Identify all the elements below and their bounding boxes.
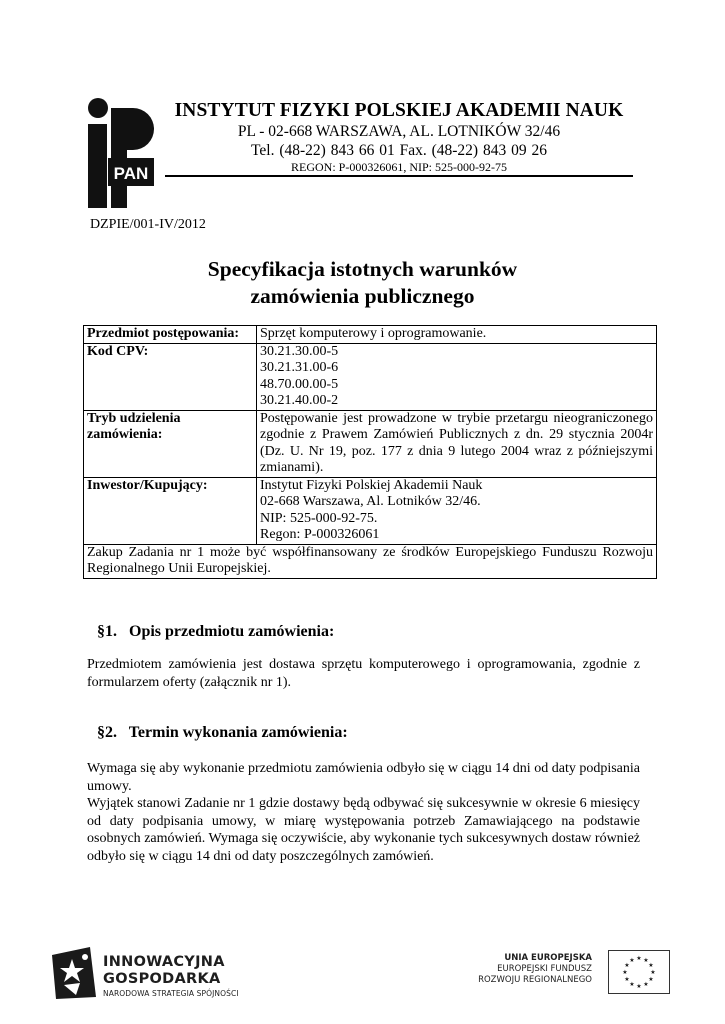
row-value <box>257 477 657 544</box>
header-divider <box>165 175 633 177</box>
paragraph: Wymaga się aby wykonanie przedmiotu zamówienia odbyło się w ciągu 14 dni od daty podpisania umowy. <box>87 761 640 794</box>
svg-text:★: ★ <box>636 955 642 962</box>
svg-text:★: ★ <box>636 983 642 990</box>
section-title: Opis przedmiotu zamówienia: <box>129 623 335 640</box>
info-table <box>83 325 657 579</box>
section-2-heading <box>97 724 348 742</box>
innovation-line-3: NARODOWA STRATEGIA SPÓJNOŚCI <box>103 989 239 998</box>
cpv-code: 30.21.40.00-2 <box>260 393 339 408</box>
title-line-1: Specyfikacja istotnych warunków <box>207 257 518 281</box>
section-number: §1. <box>97 623 117 640</box>
row-value <box>257 410 657 477</box>
eu-logo-text <box>440 953 592 986</box>
title-line-2: zamówienia publicznego <box>250 284 475 308</box>
svg-text:★: ★ <box>624 976 630 983</box>
svg-text:★: ★ <box>643 957 649 964</box>
row-value <box>257 326 657 344</box>
row-key: Przedmiot postępowania: <box>84 326 257 344</box>
eu-flag-icon <box>608 950 670 994</box>
svg-text:★: ★ <box>629 981 635 988</box>
svg-text:★: ★ <box>622 969 628 976</box>
innovation-line-1: INNOWACYJNA <box>103 954 225 970</box>
value-line: NIP: 525-000-92-75. <box>260 510 378 526</box>
section-number: §2. <box>97 724 117 741</box>
table-row <box>84 343 657 410</box>
eu-line-1: UNIA EUROPEJSKA <box>504 953 592 963</box>
value-line: Instytut Fizyki Polskiej Akademii Nauk <box>260 477 483 493</box>
institute-address: PL - 02-668 WARSZAWA, AL. LOTNIKÓW 32/46 <box>237 123 561 140</box>
institute-regon-nip: REGON: P-000326061, NIP: 525-000-92-75 <box>291 160 507 174</box>
institute-header <box>165 100 633 175</box>
value-line: Postępowanie jest prowadzone w trybie przetargu nieograniczonego zgodnie z Prawem Zamówień Publicznych z dn. 29 stycznia 2004r (Dz. U. Nr 19, poz. 177 z dnia 9 lutego 2004 wraz z późniejszymi zmianami). <box>260 410 653 475</box>
row-key: Tryb udzielenia zamówienia: <box>84 410 257 477</box>
paragraph: Wyjątek stanowi Zadanie nr 1 gdzie dostawy będą odbywać się sukcesywnie w okresie 6 miesięcy od daty podpisania umowy, w miarę występowania potrzeb Zamawiającego na podstawie osobnych zamówień. Wymaga się oczywiście, aby wykonanie tych sukcesywnych dostaw również odbyło się w ciągu 14 dni od daty poszczególnych zamówień. <box>87 796 640 864</box>
section-1-body <box>87 656 640 691</box>
institute-phone-fax: Tel. (48-22) 843 66 01 Fax. (48-22) 843 09 26 <box>251 142 547 159</box>
row-key: Inwestor/Kupujący: <box>84 477 257 544</box>
value-line: Sprzęt komputerowy i oprogramowanie. <box>260 326 487 341</box>
table-row <box>84 477 657 544</box>
value-line: 02-668 Warszawa, Al. Lotników 32/46. <box>260 494 481 509</box>
paragraph: Przedmiotem zamówienia jest dostawa sprzętu komputerowego i oprogramowania, zgodnie z formularzem oferty (załącznik nr 1). <box>87 657 640 690</box>
institute-name: INSTYTUT FIZYKI POLSKIEJ AKADEMII NAUK <box>174 100 624 121</box>
table-row-note <box>84 544 657 578</box>
svg-text:★: ★ <box>624 962 630 969</box>
cpv-code: 30.21.31.00-6 <box>260 360 339 375</box>
eu-line-2: EUROPEJSKI FUNDUSZ <box>497 964 592 974</box>
section-title: Termin wykonania zamówienia: <box>128 724 348 741</box>
svg-text:★: ★ <box>629 957 635 964</box>
eu-line-3: ROZWOJU REGIONALNEGO <box>478 975 592 985</box>
star-figure-logo <box>50 945 100 1000</box>
cpv-code: 48.70.00.00-5 <box>260 376 339 392</box>
value-line: Regon: P-000326061 <box>260 527 380 542</box>
svg-text:★: ★ <box>648 962 654 969</box>
table-row <box>84 326 657 344</box>
innovation-logo-text <box>103 954 239 999</box>
document-reference: DZPIE/001-IV/2012 <box>90 217 206 232</box>
table-row <box>84 410 657 477</box>
cofinancing-note: Zakup Zadania nr 1 może być współfinansowany ze środków Europejskiego Funduszu Rozwoju Regionalnego Unii Europejskiej. <box>84 544 657 578</box>
cpv-code: 30.21.30.00-5 <box>260 343 339 359</box>
document-title <box>0 256 725 310</box>
svg-text:★: ★ <box>648 976 654 983</box>
ifpan-logo <box>78 98 154 208</box>
svg-text:★: ★ <box>643 981 649 988</box>
section-1-heading <box>97 623 334 641</box>
svg-text:★: ★ <box>650 969 656 976</box>
section-2-body <box>87 760 640 865</box>
row-key: Kod CPV: <box>84 343 257 410</box>
row-value <box>257 343 657 410</box>
innovation-line-2: GOSPODARKA <box>103 971 221 987</box>
logo-text: PAN <box>113 164 149 183</box>
